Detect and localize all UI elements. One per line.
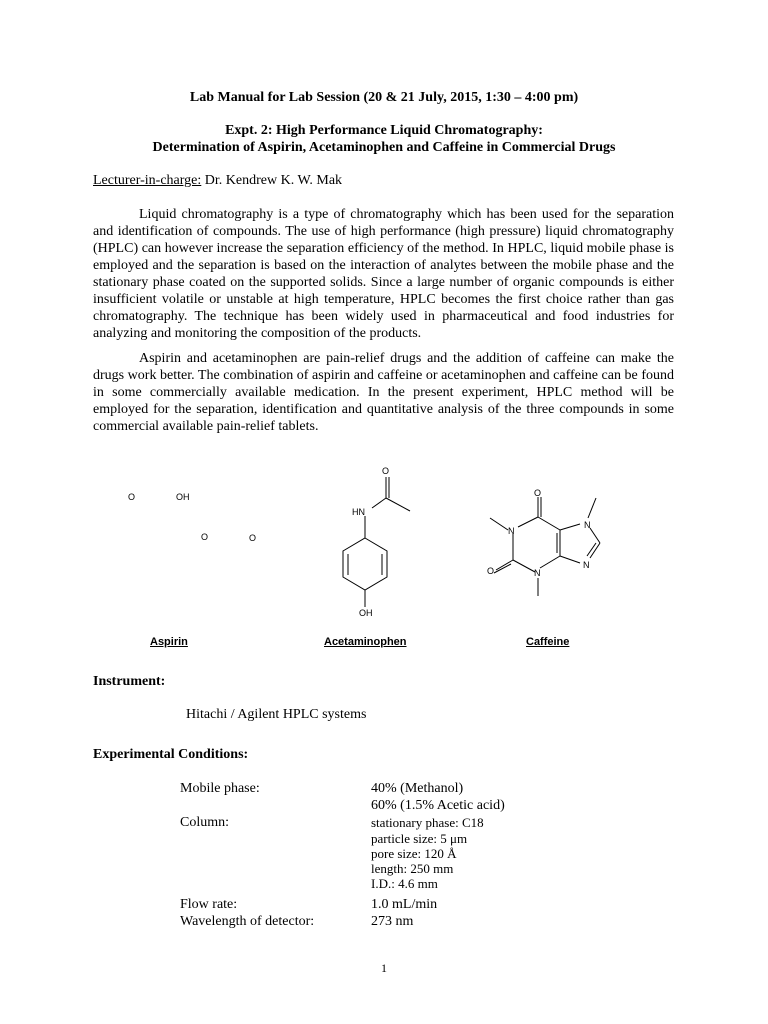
experiment-title: Expt. 2: High Performance Liquid Chromatography: xyxy=(225,123,543,138)
column-length: length: 250 mm xyxy=(371,861,454,876)
acetaminophen-oh: OH xyxy=(359,608,373,618)
aspirin-label: Aspirin xyxy=(150,636,188,648)
column-particle-size: particle size: 5 μm xyxy=(371,831,468,846)
column-label: Column: xyxy=(180,815,230,830)
caffeine-n9: N xyxy=(583,560,590,570)
caffeine-bottom-o: O xyxy=(487,566,495,576)
acetaminophen-hn: HN xyxy=(352,507,365,517)
aspirin-structure xyxy=(128,460,256,543)
caffeine-n7: N xyxy=(584,520,591,530)
lecturer-name: Dr. Kendrew K. W. Mak xyxy=(201,173,343,188)
flow-rate-label: Flow rate: xyxy=(180,897,238,912)
aspirin-ester-o: O xyxy=(201,532,209,542)
caffeine-structure xyxy=(487,488,600,596)
mobile-phase-value-1: 40% (Methanol) xyxy=(371,781,464,796)
aspirin-oh: OH xyxy=(176,492,190,502)
document-header-line: Lab Manual for Lab Session (20 & 21 July, 2015, 1:30 – 4:00 pm) xyxy=(189,90,579,105)
instrument-heading: Instrument: xyxy=(93,674,166,689)
caffeine-n3: N xyxy=(534,568,541,578)
aspirin-acetyl-o: O xyxy=(249,533,257,543)
lecturer-line xyxy=(93,173,342,189)
acetaminophen-label: Acetaminophen xyxy=(324,636,407,648)
column-stationary-phase: stationary phase: C18 xyxy=(371,815,484,830)
page-number: 1 xyxy=(381,961,387,975)
caffeine-top-o: O xyxy=(534,488,542,498)
chemical-structures xyxy=(110,460,650,625)
wavelength-value: 273 nm xyxy=(371,914,414,929)
lecturer-label: Lecturer-in-charge: xyxy=(93,173,202,188)
acetaminophen-structure xyxy=(343,466,410,618)
mobile-phase-label: Mobile phase: xyxy=(180,781,260,796)
acetaminophen-carbonyl-o: O xyxy=(382,466,390,476)
mobile-phase-value-2: 60% (1.5% Acetic acid) xyxy=(371,798,505,813)
introduction xyxy=(93,206,674,443)
paragraph-intro: Liquid chromatography is a type of chromatography which has been used for the separation and identification of compounds. The use of high performance (high pressure) liquid chromatography (HPLC) can however increase the separation efficiency of the method. In HPLC, liquid mobile phase is employed and the separation is based on the interaction of analytes between the mobile phase and the stationary phase coated on the supported solids. Since a large number of organic compounds is either insufficient volatile or unstable at high temperature, HPLC becomes the first choice rather than gas chromatography. The technique has been widely used in pharmaceutical and food industries for analyzing and monitoring the composition of the products. xyxy=(93,207,674,341)
experiment-subtitle: Determination of Aspirin, Acetaminophen and Caffeine in Commercial Drugs xyxy=(152,140,616,155)
wavelength-label: Wavelength of detector: xyxy=(180,914,315,929)
column-id: I.D.: 4.6 mm xyxy=(371,876,438,891)
caffeine-label: Caffeine xyxy=(526,636,570,648)
instrument-value: Hitachi / Agilent HPLC systems xyxy=(186,707,367,722)
aspirin-carbonyl-o: O xyxy=(128,492,136,502)
conditions-heading: Experimental Conditions: xyxy=(93,747,249,762)
column-pore-size: pore size: 120 Å xyxy=(371,846,457,861)
flow-rate-value: 1.0 mL/min xyxy=(371,897,438,912)
caffeine-n1: N xyxy=(508,526,515,536)
paragraph-drugs: Aspirin and acetaminophen are pain-relief drugs and the addition of caffeine can make the drugs work better. The combination of aspirin and caffeine or acetaminophen and caffeine can be found in some commercially available medication. In the present experiment, HPLC method will be employed for the separation, identification and quantitative analysis of the three compounds in some commercial available pain-relief tablets. xyxy=(93,351,674,434)
